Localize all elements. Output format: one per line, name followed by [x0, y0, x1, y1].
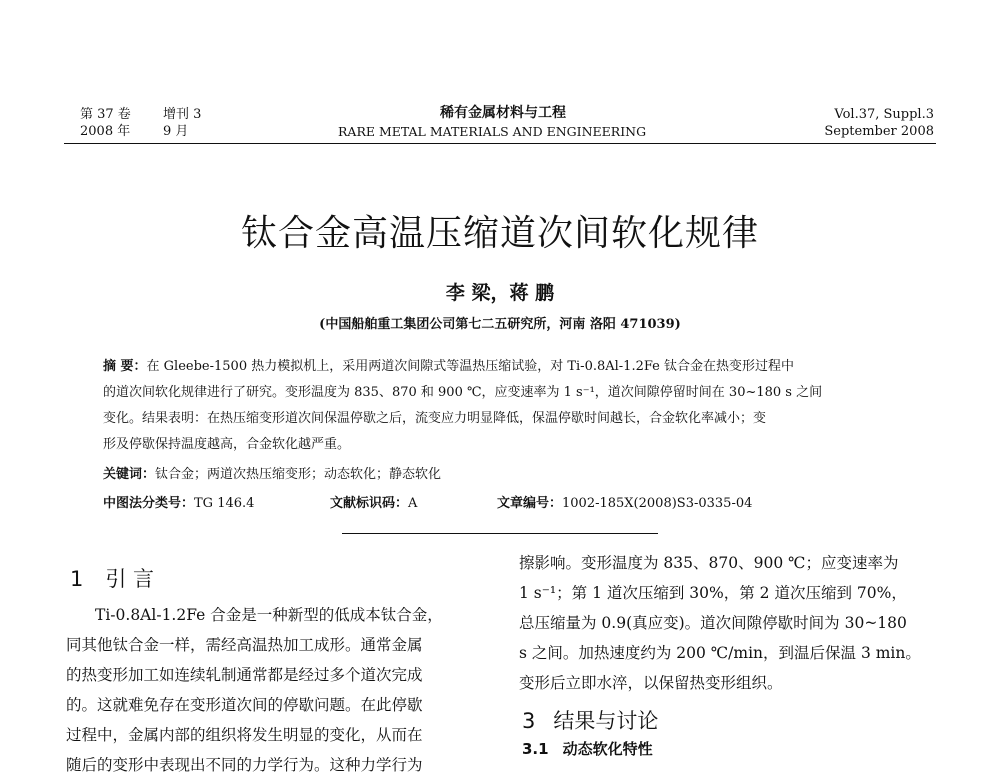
section-1-heading [70, 563, 154, 593]
right-line-1: 擦影响。变形温度为 835、870、900 ℃；应变速率为 [519, 554, 899, 572]
abstract-line-4: 形及停歇保持温度越高，合金软化越严重。 [103, 437, 351, 452]
article-number-value: 1002-185X(2008)S3-0335-04 [562, 496, 753, 511]
left-line-6: 随后的变形中表现出不同的力学行为。这种力学行为 [66, 756, 423, 774]
doc-code-value: A [408, 496, 418, 511]
right-line-5: 变形后立即水淬，以保留热变形组织。 [519, 674, 783, 692]
abstract-text-1: 在 Gleebe-1500 热力模拟机上，采用两道次间隙式等温热压缩试验，对 Ti-0.8Al-1.2Fe 钛合金在热变形过程中 [146, 359, 794, 374]
section-1-number: 1 [70, 567, 84, 591]
header-volume: 第 37 卷 [80, 107, 131, 122]
abstract-line-1 [103, 354, 794, 380]
section-3-number: 3 [522, 709, 536, 733]
right-line-2: 1 s⁻¹；第 1 道次压缩到 30%，第 2 道次压缩到 70%， [519, 584, 907, 602]
article-affiliation: (中国船舶重工集团公司第七二五研究所，河南 洛阳 471039) [319, 317, 681, 332]
left-line-3: 的热变形加工如连续轧制通常都是经过多个道次完成 [66, 666, 423, 684]
clc-label: 中图法分类号： [103, 496, 195, 511]
keywords-label: 关键词： [103, 467, 156, 482]
section-3-title: 结果与讨论 [553, 709, 659, 733]
keywords [103, 462, 441, 488]
article-number-label: 文章编号： [497, 496, 563, 511]
clc-value: TG 146.4 [194, 496, 255, 511]
subsection-3-1-heading [522, 738, 653, 759]
subsection-3-1-number: 3.1 [522, 740, 549, 758]
left-line-5: 过程中，金属内部的组织将发生明显的变化，从而在 [66, 726, 423, 744]
article-number [497, 492, 752, 511]
right-line-3: 总压缩量为 0.9(真应变)。道次间隙停歇时间为 30~180 [519, 614, 907, 632]
clc [103, 492, 254, 511]
doc-code-label: 文献标识码： [330, 496, 409, 511]
header-date-en: September 2008 [824, 124, 934, 139]
abstract-label: 摘 要： [103, 359, 147, 374]
doc-code [330, 492, 417, 511]
header-year: 2008 年 [80, 124, 131, 139]
subsection-3-1-title: 动态软化特性 [562, 740, 653, 758]
section-3-heading [522, 705, 658, 735]
header-month: 9 月 [163, 124, 189, 139]
header-rule [64, 143, 936, 144]
separator-rule [342, 533, 658, 534]
right-line-4: s 之间。加热速度约为 200 ℃/min，到温后保温 3 min。 [519, 644, 921, 662]
header-journal-cn: 稀有金属材料与工程 [440, 105, 566, 121]
header-journal-en: RARE METAL MATERIALS AND ENGINEERING [338, 124, 647, 139]
abstract-line-3: 变化。结果表明：在热压缩变形道次间保温停歇之后，流变应力明显降低，保温停歇时间越长，合金软化率减小；变 [103, 411, 767, 426]
left-line-1: Ti-0.8Al-1.2Fe 合金是一种新型的低成本钛合金， [95, 606, 443, 624]
header-issue: 增刊 3 [163, 107, 202, 122]
left-line-4: 的。这就难免存在变形道次间的停歇问题。在此停歇 [66, 696, 423, 714]
abstract-line-2: 的道次间软化规律进行了研究。变形温度为 835、870 和 900 ℃，应变速率为 1 s⁻¹，道次间隙停留时间在 30~180 s 之间 [103, 385, 823, 400]
section-1-title: 引 言 [105, 567, 155, 591]
keywords-text: 钛合金；两道次热压缩变形；动态软化；静态软化 [155, 467, 442, 482]
article-authors: 李 梁，蒋 鹏 [445, 282, 555, 304]
article-title: 钛合金高温压缩道次间软化规律 [240, 213, 759, 254]
left-line-2: 同其他钛合金一样，需经高温热加工成形。通常金属 [66, 636, 423, 654]
header-volume-en: Vol.37, Suppl.3 [834, 107, 934, 122]
